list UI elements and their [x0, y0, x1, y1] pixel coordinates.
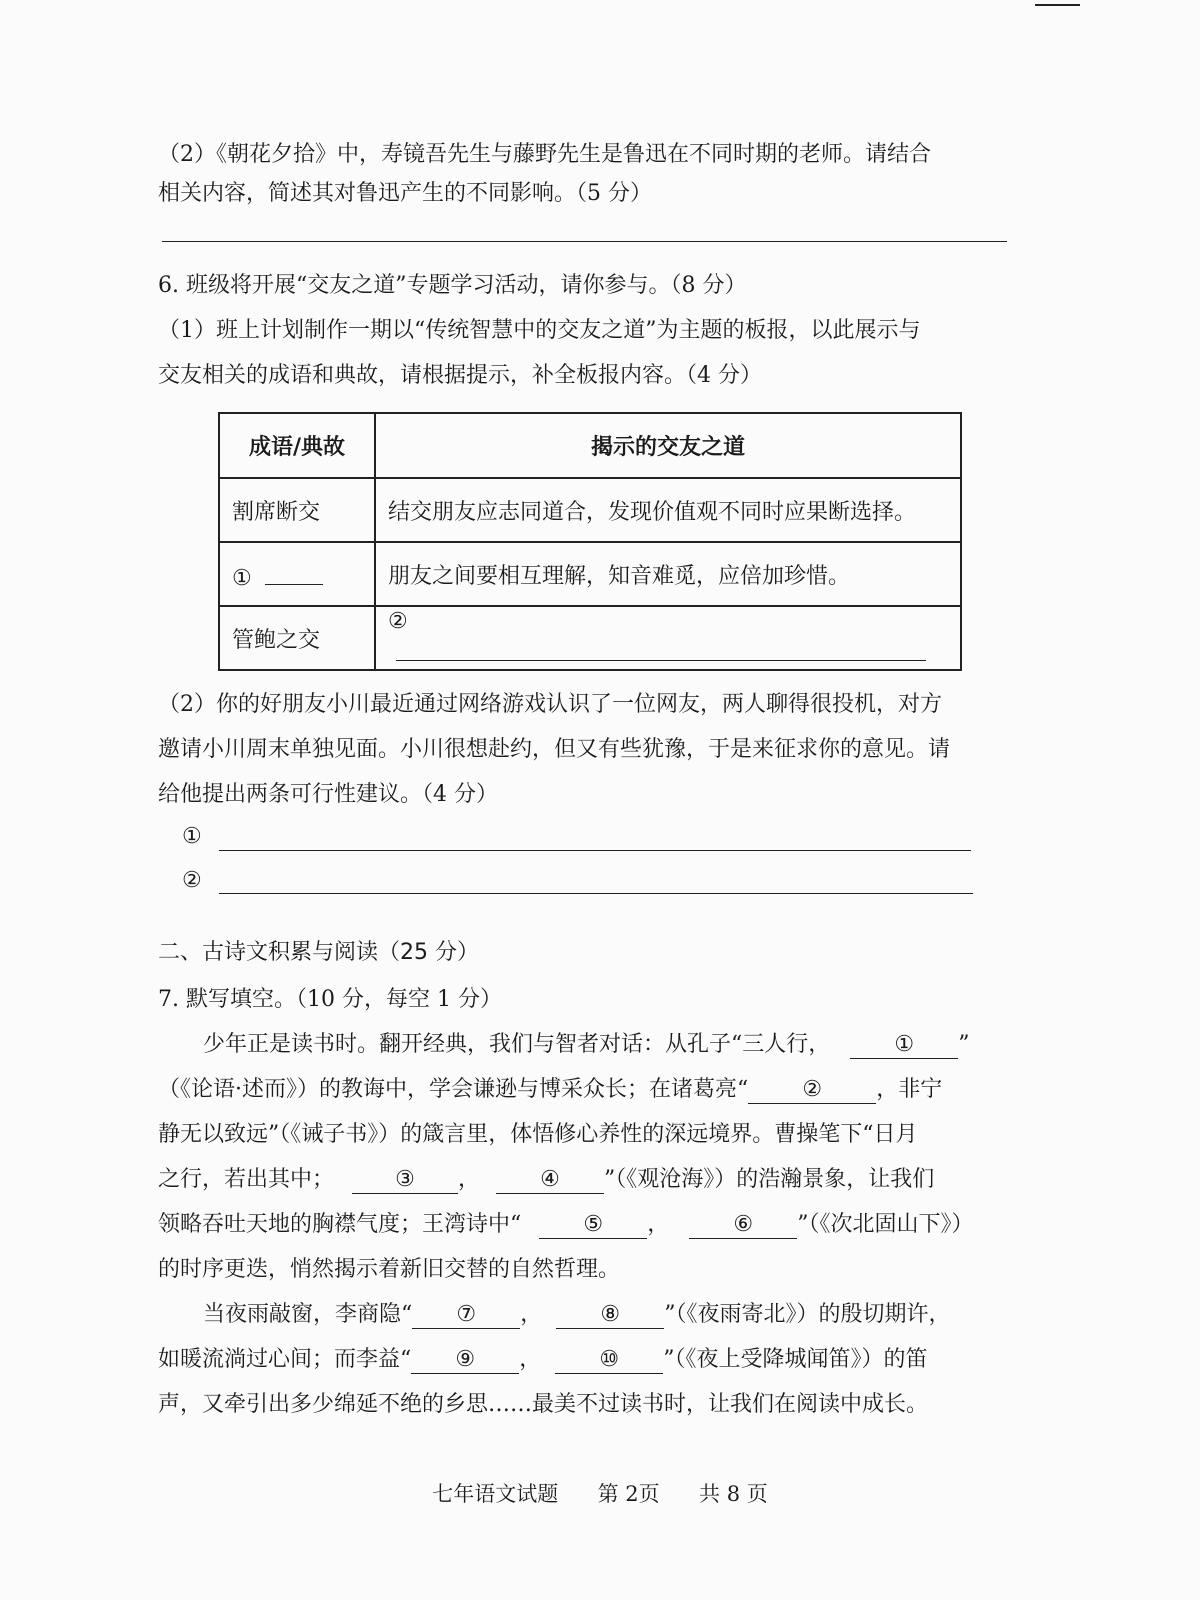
fill-blank-10[interactable]: ⑩: [555, 1347, 663, 1374]
text-segment: ，: [520, 1302, 543, 1327]
fill-blank-5[interactable]: ⑤: [539, 1212, 647, 1239]
blank-marker: ②: [388, 609, 408, 634]
q6-part2-line3: 给他提出两条可行性建议。（4 分）: [158, 782, 498, 807]
table-row: [219, 606, 961, 670]
page-footer: [0, 1478, 1200, 1508]
para1-line2: [158, 1072, 942, 1104]
text-segment: 领略吞吐天地的胸襟气度；王湾诗中“: [158, 1212, 522, 1237]
fill-blank-3[interactable]: ③: [352, 1167, 458, 1194]
para1-line6: 的时序更迭，悄然揭示着新旧交替的自然哲理。: [158, 1257, 621, 1282]
q6-part1-line2: 交友相关的成语和典故，请根据提示，补全板报内容。（4 分）: [158, 363, 762, 388]
fill-blank-1[interactable]: ①: [850, 1032, 958, 1059]
table-row: [219, 478, 961, 542]
q5-part2-line2: 相关内容，简述其对鲁迅产生的不同影响。（5 分）: [158, 181, 652, 206]
fill-blank-6[interactable]: ⑥: [689, 1212, 797, 1239]
table-header-idiom: 成语/典故: [219, 413, 375, 478]
table-cell-idiom: 割席断交: [219, 478, 375, 542]
q6-part2-line1: （2）你的好朋友小川最近通过网络游戏认识了一位网友，两人聊得很投机，对方: [158, 692, 942, 717]
fill-blank[interactable]: [265, 558, 323, 585]
q6-part2-line2: 邀请小川周末单独见面。小川很想赴约，但又有些犹豫，于是来征求你的意见。请: [158, 737, 951, 762]
text-segment: ”（《夜上受降城闻笛》）的笛: [663, 1347, 928, 1372]
fill-blank-8[interactable]: ⑧: [556, 1302, 664, 1329]
para2-line2: [158, 1342, 928, 1374]
text-segment: 当夜雨敲窗，李商隐“: [203, 1302, 413, 1327]
table-cell-meaning-blank[interactable]: [375, 606, 961, 670]
table-cell-idiom-blank[interactable]: [219, 542, 375, 606]
text-segment: ，: [647, 1212, 670, 1237]
fill-blank-7[interactable]: ⑦: [412, 1302, 520, 1329]
q5-part2-line1: （2）《朝花夕拾》中，寿镜吾先生与藤野先生是鲁迅在不同时期的老师。请结合: [158, 142, 931, 167]
table-row: [219, 542, 961, 606]
q6-part1-line1: （1）班上计划制作一期以“传统智慧中的交友之道”为主题的板报，以此展示与: [158, 318, 921, 343]
table-cell-meaning: 结交朋友应志同道合，发现价值观不同时应果断选择。: [375, 478, 961, 542]
para1-line5: [158, 1207, 974, 1239]
answer-line-1[interactable]: [219, 850, 971, 851]
para1-line4: [158, 1162, 934, 1194]
fill-blank[interactable]: [396, 634, 926, 661]
table-cell-meaning: 朋友之间要相互理解，知音难觅，应倍加珍惜。: [375, 542, 961, 606]
answer-mark-1: ①: [182, 824, 202, 849]
answer-mark-2: ②: [182, 868, 202, 893]
para2-line3: 声，又牵引出多少绵延不绝的乡思……最美不过读书时，让我们在阅读中成长。: [158, 1392, 929, 1417]
text-segment: ”（《次北固山下》）: [797, 1212, 974, 1237]
text-segment: 少年正是读书时。翻开经典，我们与智者对话：从孔子“三人行，: [203, 1032, 831, 1057]
answer-line-2[interactable]: [219, 893, 973, 894]
footer-total: 共 8 页: [699, 1482, 768, 1506]
para1-line3: 静无以致远”（《诫子书》）的箴言里，体悟修心养性的深远境界。曹操笔下“日月: [158, 1122, 918, 1147]
text-segment: ，: [458, 1167, 481, 1192]
table-cell-idiom: 管鲍之交: [219, 606, 375, 670]
footer-page: 第 2页: [597, 1482, 660, 1506]
q6-title: 6. 班级将开展“交友之道”专题学习活动，请你参与。（8 分）: [158, 273, 747, 298]
text-segment: ”（《夜雨寄北》）的殷切期许，: [664, 1302, 951, 1327]
fill-blank-9[interactable]: ⑨: [411, 1347, 519, 1374]
para2-line1: [203, 1297, 951, 1329]
footer-subject: 七年语文试题: [432, 1482, 559, 1506]
text-segment: ，非宁: [876, 1077, 943, 1102]
fill-blank-2[interactable]: ②: [748, 1077, 876, 1104]
corner-mark: [1035, 4, 1080, 6]
fill-blank-4[interactable]: ④: [496, 1167, 604, 1194]
text-segment: ，: [519, 1347, 542, 1372]
table-header-meaning: 揭示的交友之道: [375, 413, 961, 478]
text-segment: ”（《观沧海》）的浩瀚景象，让我们: [604, 1167, 935, 1192]
text-segment: ”: [958, 1032, 970, 1057]
q7-title: 7. 默写填空。（10 分，每空 1 分）: [158, 987, 502, 1012]
section-heading: 二、古诗文积累与阅读（25 分）: [158, 940, 479, 965]
text-segment: 之行，若出其中；: [158, 1167, 335, 1192]
answer-line-q5: [162, 241, 1007, 242]
para1-line1: [203, 1027, 970, 1059]
text-segment: 如暖流淌过心间；而李益“: [158, 1347, 412, 1372]
blank-marker: ①: [232, 565, 252, 591]
text-segment: （《论语·述而》）的教诲中，学会谦逊与博采众长；在诸葛亮“: [158, 1077, 749, 1102]
board-table: [218, 412, 962, 671]
